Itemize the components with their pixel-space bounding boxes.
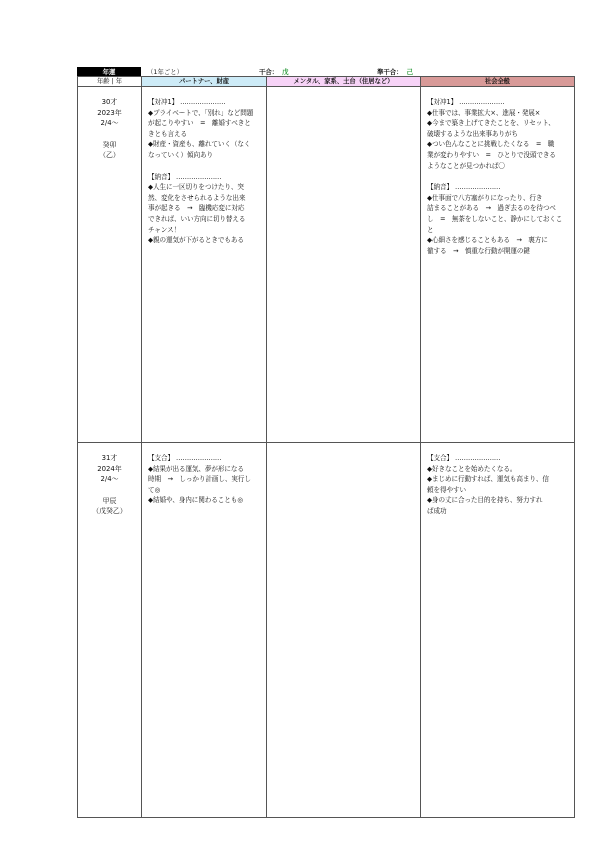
section-line: 事が起きる → 臨機応変に対応: [148, 204, 245, 213]
section-heading: 【支合】 …………………: [148, 454, 222, 462]
col-header-partner: パートナー、財産: [142, 77, 267, 87]
section-block: [427, 453, 570, 517]
kango-label: 干合：: [259, 68, 279, 76]
section-line: と: [427, 225, 434, 234]
section-line: 詰まることがある → 過ぎ去るのを待つべ: [427, 204, 556, 213]
kanshi: 甲辰: [102, 496, 117, 505]
section-line: ◆親の運気が下がるときでもある: [148, 236, 244, 245]
section-line: 破壊するような出来事ありがち: [427, 129, 518, 138]
age: 31才: [101, 454, 118, 462]
age-cell: [78, 87, 142, 443]
section-line: が起こりやすい = 離婚すべきと: [148, 119, 251, 128]
column-header-row: [78, 77, 575, 87]
section-block: [148, 97, 262, 161]
section-line: 頼を得やすい: [427, 485, 466, 494]
section-line: ◆仕事面で八方塞がりになったり、行き: [427, 193, 543, 202]
table-row: [78, 87, 575, 443]
partner-cell: [142, 443, 267, 818]
mental-cell: [267, 443, 421, 818]
span-note: （1年ごと）: [147, 68, 184, 76]
mental-cell: [267, 87, 421, 443]
section-heading: 【納音】 …………………: [427, 183, 501, 192]
section-block: [427, 182, 570, 256]
section-heading: 【支合】 …………………: [427, 454, 501, 462]
section-line: チャンス！: [148, 225, 181, 234]
section-block: [148, 453, 262, 506]
section-line: ◆人生に一区切りをつけたり、突: [148, 183, 244, 192]
jun-kango-label: 準干合：: [377, 68, 403, 76]
section-line: 業が変わりやすい = ひとりで没頭できる: [427, 150, 556, 159]
year: 2023年: [97, 108, 122, 117]
jun-kango: [377, 67, 413, 76]
kango: [259, 67, 377, 76]
social-cell: [421, 443, 575, 818]
partner-cell: [142, 87, 267, 443]
section-line: ◆好きなことを始めたくなる。: [427, 464, 517, 473]
section-line: きとも言える: [148, 129, 187, 138]
section-line: ◆プライベートで、「別れ」など問題: [148, 108, 254, 117]
start-date: 2/4～: [100, 475, 119, 483]
age: 30才: [101, 98, 118, 106]
header-strip: [77, 67, 574, 76]
section-heading: 【納音】 …………………: [148, 172, 222, 181]
kango-value: 戊: [282, 68, 289, 76]
section-line: できれば、いい方向に切り替える: [148, 214, 246, 223]
section-line: ◆今まで築き上げてきたことを、リセット、: [427, 119, 555, 128]
kanshi-sub: （戊癸乙）: [92, 507, 127, 515]
section-line: ◆まじめに行動すれば、運気も高まり、信: [427, 475, 549, 484]
kanshi-sub: （乙）: [99, 151, 120, 159]
section-line: なっていく）傾向あり: [148, 150, 213, 159]
col-header-age-year: 年齢 | 年: [78, 77, 142, 87]
start-date: 2/4～: [100, 119, 119, 127]
section-line: て◎: [148, 485, 161, 494]
section-line: ◆身の丈に合った目的を持ち、努力すれ: [427, 496, 543, 505]
section-line: ば成功: [427, 506, 447, 515]
col-header-social: 社会全般: [421, 77, 575, 87]
social-cell: [421, 87, 575, 443]
table-row: [78, 443, 575, 818]
section-line: ◆つい色んなことに挑戦したくなる = 職: [427, 140, 555, 149]
header-title: 年運: [77, 67, 141, 76]
section-heading: 【対冲1】 …………………: [148, 98, 226, 106]
section-heading: 【対冲1】 …………………: [427, 98, 505, 106]
section-line: ◆仕事では、事業拡大×、進展・発展×: [427, 108, 541, 117]
section-block: [427, 97, 570, 171]
section-line: 徹する → 慎重な行動が開運の鍵: [427, 246, 530, 255]
section-line: し = 無茶をしないこと、静かにしておくこ: [427, 214, 563, 223]
section-block: [148, 172, 262, 246]
section-line: ◆心細さを感じることもある → 裏方に: [427, 236, 548, 245]
section-line: ◆結婚や、身内に関わることも◎: [148, 496, 243, 505]
section-line: 然、変化をさせられるような出来: [148, 193, 246, 202]
col-header-mental: メンタル、家系、土台（住居など）: [267, 77, 421, 87]
age-cell: [78, 443, 142, 818]
kanshi: 癸卯: [102, 140, 117, 149]
fortune-table: [77, 76, 575, 818]
section-line: ◆結果が出る運気、夢が形になる: [148, 464, 244, 473]
section-line: 時期 → しっかり計画し、実行し: [148, 475, 251, 484]
jun-kango-value: 己: [406, 68, 413, 76]
section-line: ◆財産・資産も、離れていく（なく: [148, 140, 251, 149]
section-line: ようなことが見つかれば〇: [427, 161, 505, 170]
fortune-sheet: [77, 67, 574, 818]
year: 2024年: [97, 464, 122, 473]
